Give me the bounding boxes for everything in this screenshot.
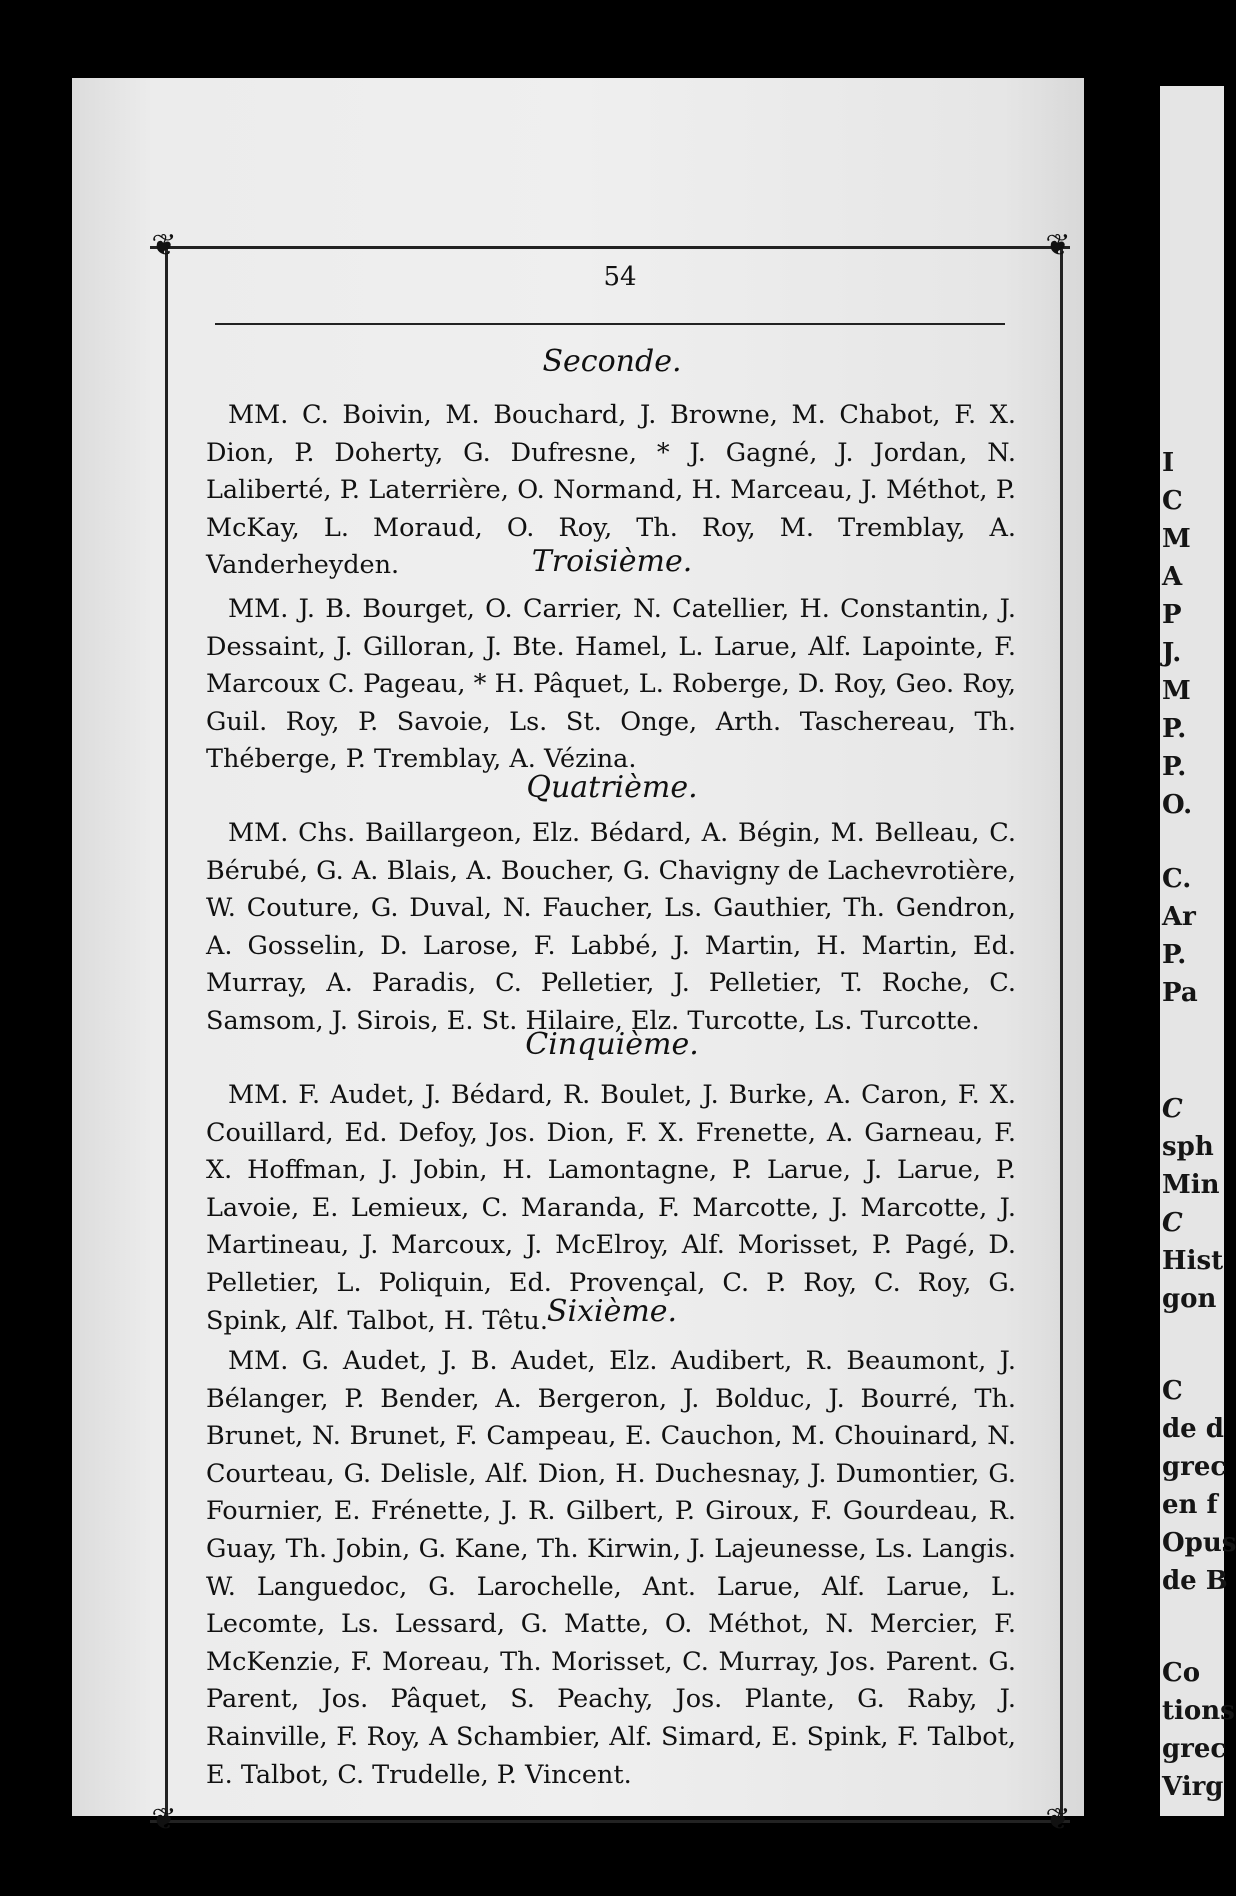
adjacent-fragment: Pa xyxy=(1162,978,1198,1008)
corner-ornament-icon: ❦ xyxy=(151,228,177,263)
adjacent-fragment: Min xyxy=(1162,1170,1220,1200)
adjacent-fragment: Co xyxy=(1162,1658,1201,1688)
adjacent-fragment: sph xyxy=(1162,1132,1214,1162)
adjacent-fragment: C xyxy=(1162,1208,1183,1238)
section-heading: Cinquième. xyxy=(525,1027,699,1062)
adjacent-fragment: Ar xyxy=(1162,902,1196,932)
adjacent-fragment: C xyxy=(1162,1376,1183,1406)
corner-ornament-icon: ❦ xyxy=(1045,228,1071,263)
section-paragraph: MM. F. Audet, J. Bédard, R. Boulet, J. Burke, A. Caron, F. X. Couillard, Ed. Defoy, Jos. Dion, F. X. Frenette, A. Garneau, F. X. Hoffman, J. Jobin, H. Lamontagne, P. Larue, J. Larue, P. Lavoie, E. Lemieux, C. Maranda, F. Marcotte, J. Marcotte, J. Martineau, J. Marcoux, J. McElroy, Alf. Morisset, P. Pagé, D. Pelletier, L. Poliquin, Ed. Provençal, C. P. Roy, C. Roy, G. Spink, Alf. Talbot, H. Têtu. xyxy=(206,1080,1016,1336)
adjacent-fragment: M xyxy=(1162,524,1191,554)
adjacent-fragment: Virg xyxy=(1162,1772,1224,1802)
adjacent-fragment: C xyxy=(1162,486,1183,516)
adjacent-fragment: tions xyxy=(1162,1696,1235,1726)
adjacent-fragment: C xyxy=(1162,1094,1183,1124)
adjacent-fragment: P. xyxy=(1162,714,1187,744)
border-rule-top xyxy=(150,246,1070,249)
adjacent-fragment: I xyxy=(1162,448,1175,478)
section-paragraph: MM. J. B. Bourget, O. Carrier, N. Catellier, H. Constantin, J. Dessaint, J. Gilloran, J. Bte. Hamel, L. Larue, Alf. Lapointe, F. Marcoux C. Pageau, * H. Pâquet, L. Roberge, D. Roy, Geo. Roy, Guil. Roy, P. Savoie, Ls. St. Onge, Arth. Taschereau, Th. Théberge, P. Tremblay, A. Vézina. xyxy=(206,594,1016,775)
adjacent-fragment: J. xyxy=(1162,638,1182,668)
adjacent-fragment: gon xyxy=(1162,1284,1217,1314)
border-rule-bottom xyxy=(150,1820,1070,1823)
section-paragraph: MM. G. Audet, J. B. Audet, Elz. Audibert, R. Beaumont, J. Bélanger, P. Bender, A. Bergeron, J. Bolduc, J. Bourré, Th. Brunet, N. Brunet, F. Campeau, E. Cauchon, M. Chouinard, N. Courteau, G. Delisle, Alf. Dion, H. Duchesnay, J. Dumontier, G. Fournier, E. Frénette, J. R. Gilbert, P. Giroux, F. Gourdeau, R. Guay, Th. Jobin, G. Kane, Th. Kirwin, J. Lajeunesse, Ls. Langis. W. Languedoc, G. Larochelle, Ant. Larue, Alf. Larue, L. Lecomte, Ls. Lessard, G. Matte, O. Méthot, N. Mercier, F. McKenzie, F. Moreau, Th. Morisset, C. Murray, Jos. Parent. G. Parent, Jos. Pâquet, S. Peachy, Jos. Plante, G. Raby, J. Rainville, F. Roy, A Schambier, Alf. Simard, E. Spink, F. Talbot, E. Talbot, C. Trudelle, P. Vincent. xyxy=(206,1346,1016,1790)
adjacent-fragment: P. xyxy=(1162,940,1187,970)
adjacent-fragment: en f xyxy=(1162,1490,1218,1520)
section-heading: Seconde. xyxy=(542,344,682,379)
corner-ornament-icon: ❦ xyxy=(151,1802,177,1837)
adjacent-fragment: A xyxy=(1162,562,1183,592)
page-number: 54 xyxy=(603,262,637,292)
adjacent-fragment: O. xyxy=(1162,790,1193,820)
adjacent-fragment: P. xyxy=(1162,752,1187,782)
adjacent-fragment: M xyxy=(1162,676,1191,706)
adjacent-fragment: P xyxy=(1162,600,1182,630)
adjacent-fragment: grec xyxy=(1162,1734,1227,1764)
section-paragraph: MM. Chs. Baillargeon, Elz. Bédard, A. Bégin, M. Belleau, C. Bérubé, G. A. Blais, A. Boucher, G. Chavigny de Lachevrotière, W. Couture, G. Duval, N. Faucher, Ls. Gauthier, Th. Gendron, A. Gosselin, D. Larose, F. Labbé, J. Martin, H. Martin, Ed. Murray, A. Paradis, C. Pelletier, J. Pelletier, T. Roche, C. Samsom, J. Sirois, E. St. Hilaire, Elz. Turcotte, Ls. Turcotte. xyxy=(206,818,1016,1036)
adjacent-fragment: C. xyxy=(1162,864,1192,894)
section-heading: Quatrième. xyxy=(526,770,698,805)
adjacent-fragment: de B xyxy=(1162,1566,1228,1596)
section-paragraph: MM. C. Boivin, M. Bouchard, J. Browne, M. Chabot, F. X. Dion, P. Doherty, G. Dufresne, * J. Gagné, J. Jordan, N. Laliberté, P. Laterrière, O. Normand, H. Marceau, J. Méthot, P. McKay, L. Moraud, O. Roy, Th. Roy, M. Tremblay, A. Vanderheyden. xyxy=(206,400,1016,581)
adjacent-fragment: Hist xyxy=(1162,1246,1224,1276)
adjacent-fragment: Opus xyxy=(1162,1528,1236,1558)
adjacent-fragment: de d xyxy=(1162,1414,1224,1444)
corner-ornament-icon: ❦ xyxy=(1045,1802,1071,1837)
header-rule xyxy=(215,323,1005,325)
section-heading: Troisième. xyxy=(531,544,693,579)
adjacent-fragment: grec xyxy=(1162,1452,1227,1482)
section-heading: Sixième. xyxy=(546,1294,678,1329)
